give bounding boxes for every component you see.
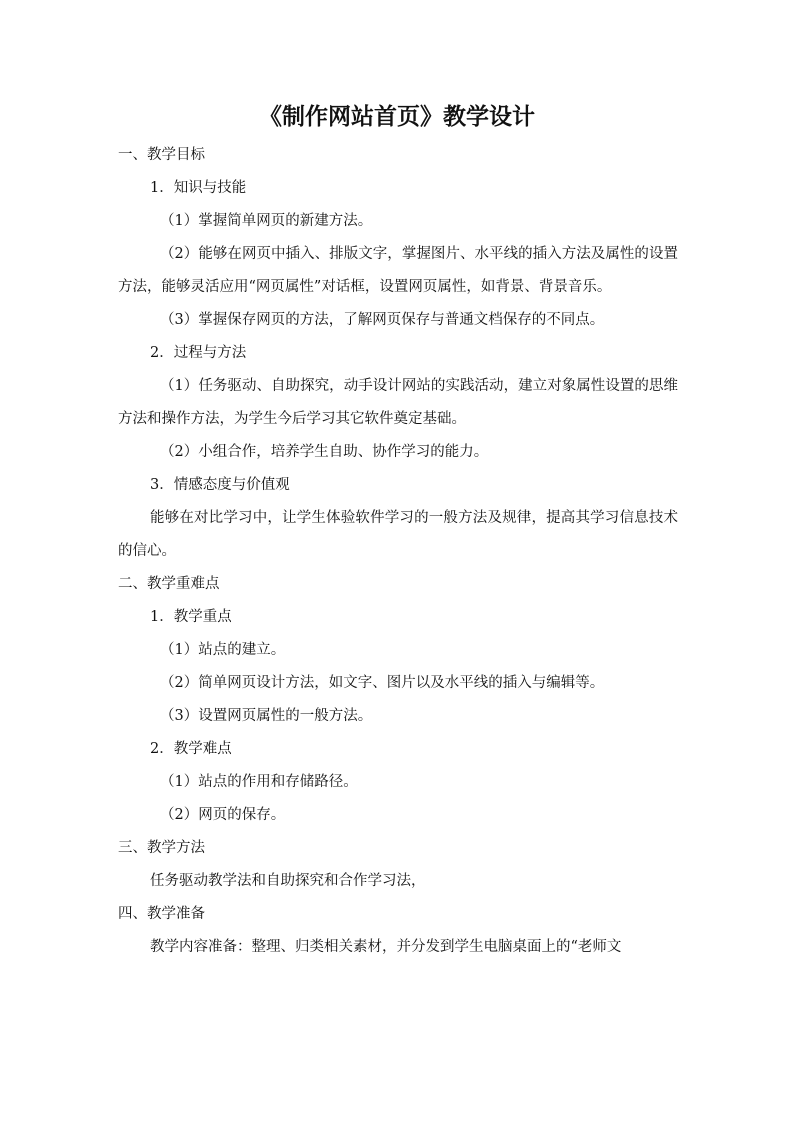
section-heading: 三、教学方法 xyxy=(118,840,205,856)
paragraph: （2）能够在网页中插入、排版文字，掌握图片、水平线的插入方法及属性的设置方法，能够灵活应用“网页属性”对话框，设置网页属性，如背景、背景音乐。 xyxy=(118,246,678,295)
section-heading: 二、教学重难点 xyxy=(118,576,220,592)
paragraph: （3）掌握保存网页的方法，了解网页保存与普通文档保存的不同点。 xyxy=(160,312,605,328)
paragraph: （1）站点的建立。 xyxy=(160,642,286,658)
paragraph: （2）网页的保存。 xyxy=(160,807,286,823)
paragraph: （2）小组合作，培养学生自助、协作学习的能力。 xyxy=(160,444,489,460)
paragraph: 3．情感态度与价值观 xyxy=(150,477,290,493)
paragraph: （2）简单网页设计方法，如文字、图片以及水平线的插入与编辑等。 xyxy=(160,675,605,691)
paragraph: （1）掌握简单网页的新建方法。 xyxy=(160,213,373,229)
paragraph: 教学内容准备：整理、归类相关素材，并分发到学生电脑桌面上的“老师文 xyxy=(150,939,622,955)
paragraph: 2．教学难点 xyxy=(150,741,232,757)
section-heading: 四、教学准备 xyxy=(118,906,205,922)
paragraph: 1．知识与技能 xyxy=(150,180,247,196)
paragraph: （1）站点的作用和存储路径。 xyxy=(160,774,358,790)
document-body xyxy=(118,139,678,964)
paragraph: （1）任务驱动、自助探究，动手设计网站的实践活动，建立对象属性设置的思维方法和操作方法，为学生今后学习其它软件奠定基础。 xyxy=(118,378,678,427)
paragraph: 2．过程与方法 xyxy=(150,345,247,361)
paragraph: 能够在对比学习中，让学生体验软件学习的一般方法及规律，提高其学习信息技术的信心。 xyxy=(118,510,678,559)
paragraph: 任务驱动教学法和自助探究和合作学习法， xyxy=(150,873,426,889)
section-heading: 一、教学目标 xyxy=(118,147,205,163)
paragraph: （3）设置网页属性的一般方法。 xyxy=(160,708,373,724)
paragraph: 1．教学重点 xyxy=(150,609,232,625)
document-title: 《制作网站首页》教学设计 xyxy=(259,103,535,130)
